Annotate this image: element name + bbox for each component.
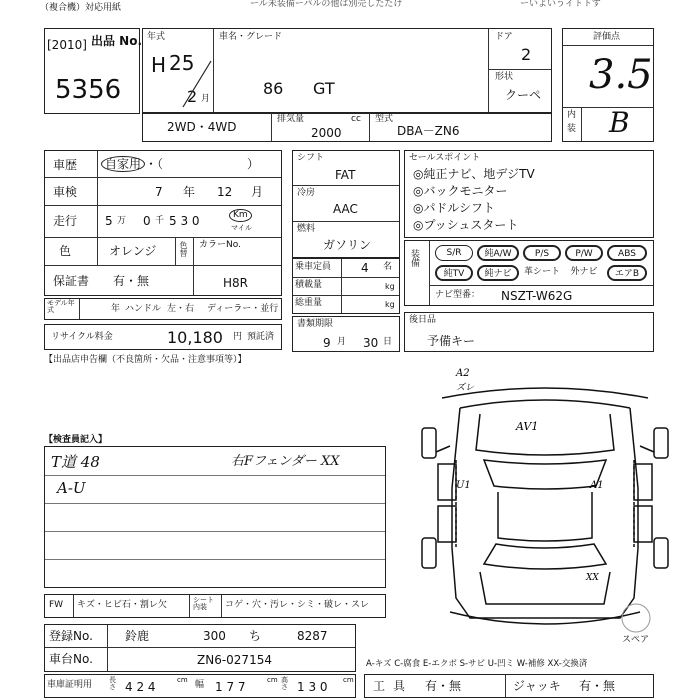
lot-number: 5356 bbox=[55, 75, 122, 105]
mark-xx: XX bbox=[586, 573, 599, 583]
car-grade: GT bbox=[313, 79, 335, 98]
jack-value: 有・無 bbox=[579, 679, 616, 693]
mark-av1: AV1 bbox=[516, 420, 539, 433]
height-unit: cm bbox=[343, 676, 354, 684]
dealer-label: ディーラー・並行 bbox=[207, 304, 279, 314]
color-no: H8R bbox=[223, 276, 248, 290]
recycle-unit: 円 bbox=[233, 332, 243, 342]
year-label: 年式 bbox=[147, 32, 166, 42]
inspector-label: 【検査員記入】 bbox=[44, 435, 108, 445]
docs-label: 書類期限 bbox=[297, 319, 334, 329]
model-year-row bbox=[44, 298, 282, 320]
sales-point-item: ◎バックモニター bbox=[413, 184, 508, 198]
drive-row bbox=[142, 112, 552, 142]
recycle-label: リサイクル料金 bbox=[51, 332, 113, 342]
width-label: 幅 bbox=[195, 680, 205, 690]
warranty-value: 有・無 bbox=[113, 274, 150, 288]
month-unit: 月 bbox=[201, 94, 211, 104]
score-value: 3.5 bbox=[589, 52, 653, 98]
spec-table bbox=[44, 150, 282, 296]
mileage-man-unit: 万 bbox=[117, 216, 127, 226]
capacity-unit: 名 bbox=[383, 262, 393, 272]
equip-ext-navi: 外ナビ bbox=[570, 267, 598, 277]
mileage-sen: 0 bbox=[143, 214, 151, 228]
recycle-value: 10,180 bbox=[167, 328, 223, 347]
interior-label-2: 装 bbox=[567, 124, 577, 134]
year-era: H bbox=[151, 53, 167, 77]
navi-model: NSZT-W62G bbox=[501, 289, 573, 303]
tools-label: 工具 bbox=[373, 679, 414, 693]
recycle-note: 預託済 bbox=[247, 332, 275, 342]
shape-value: クーペ bbox=[505, 88, 542, 102]
inspection-year-unit: 年 bbox=[183, 185, 196, 199]
car-name: 86 bbox=[263, 79, 284, 98]
sales-point-item: ◎純正ナビ、地デジTV bbox=[413, 167, 535, 181]
height-value: 1 3 0 bbox=[297, 680, 328, 694]
score-label: 評価点 bbox=[593, 32, 621, 42]
mileage-man: 5 bbox=[105, 214, 113, 228]
sales-points-label: セールスポイント bbox=[409, 153, 481, 163]
inspection-year: 7 bbox=[155, 185, 163, 199]
reg-place: 鈴鹿 bbox=[125, 629, 150, 643]
doors-value: 2 bbox=[521, 45, 532, 64]
history-label: 車歴 bbox=[53, 158, 78, 172]
chassis-label: 車台No. bbox=[49, 652, 93, 666]
vehicle-box bbox=[142, 28, 552, 114]
model-label: 型式 bbox=[375, 114, 394, 124]
docs-box bbox=[292, 316, 400, 352]
equip-airbag: エアB bbox=[607, 265, 647, 281]
equipment-label: 装備 bbox=[411, 250, 421, 269]
stamp-year: [2010] bbox=[47, 38, 87, 52]
equip-aw: 純A/W bbox=[477, 245, 519, 261]
seat-values: コゲ・穴・汚レ・シミ・破レ・スレ bbox=[225, 600, 370, 610]
history-value: 自家用 bbox=[101, 156, 145, 172]
reg-number: 8287 bbox=[297, 629, 328, 643]
equip-ps: P/S bbox=[523, 245, 561, 261]
capacity-box bbox=[292, 258, 400, 314]
displacement-label: 排気量 bbox=[277, 114, 305, 124]
equip-tv: 純TV bbox=[435, 265, 473, 281]
mileage-label: 走行 bbox=[53, 214, 78, 228]
docs-month: 9 bbox=[323, 336, 331, 350]
inspector-note: 右Fフェンダー XX bbox=[231, 454, 340, 469]
shift-label: シフト bbox=[297, 153, 325, 163]
shift-value: FAT bbox=[335, 168, 356, 182]
docs-day-unit: 日 bbox=[383, 337, 393, 347]
header-text-right: ーいよいうイトトす bbox=[520, 0, 601, 9]
displacement-unit: cc bbox=[351, 114, 361, 124]
fw-label: FW bbox=[49, 600, 64, 610]
width-value: 1 7 7 bbox=[215, 680, 246, 694]
equip-navi: 純ナビ bbox=[477, 265, 519, 281]
fw-values: キズ・ヒビ石・割レ欠 bbox=[77, 600, 167, 610]
model-year-unit: 年 bbox=[111, 304, 121, 314]
tools-value: 有・無 bbox=[425, 679, 462, 693]
tools-row bbox=[364, 674, 654, 698]
lot-box bbox=[44, 28, 143, 114]
capacity-value: 4 bbox=[361, 261, 369, 275]
inspection-month: 12 bbox=[217, 185, 233, 199]
interior-score: B bbox=[609, 106, 630, 139]
handle-value: 左・右 bbox=[167, 304, 195, 314]
equip-leather: 革シート bbox=[523, 267, 560, 277]
equip-abs: ABS bbox=[607, 245, 647, 261]
year-value: 25 bbox=[169, 51, 195, 75]
mark-zure: ズレ bbox=[456, 383, 475, 393]
color-change-label: 色替 bbox=[179, 241, 188, 257]
name-label: 車名・グレード bbox=[219, 32, 283, 42]
seat-label: シート内装 bbox=[193, 596, 214, 611]
inspector-note: T道 48 bbox=[51, 453, 100, 471]
inspector-box bbox=[44, 446, 386, 588]
gross-label: 総重量 bbox=[295, 298, 323, 308]
extras-label: 後日品 bbox=[409, 315, 437, 325]
reg-label: 登録No. bbox=[49, 629, 93, 643]
chassis-value: ZN6-027154 bbox=[197, 653, 272, 667]
width-unit: cm bbox=[267, 676, 278, 684]
mileage-rest: 5 3 0 bbox=[169, 214, 200, 228]
mark-u1: U1 bbox=[456, 480, 471, 491]
handle-label: ハンドル bbox=[125, 304, 162, 314]
inspection-label: 車検 bbox=[53, 185, 78, 199]
door-label: ドア bbox=[495, 32, 513, 42]
mark-a1: A1 bbox=[590, 480, 604, 491]
displacement-value: 2000 bbox=[311, 126, 342, 140]
inspector-note: A-U bbox=[57, 479, 86, 497]
color-value: オレンジ bbox=[109, 244, 157, 258]
history-suffix: ・（ ） bbox=[145, 157, 260, 171]
reg-class: 300 bbox=[203, 629, 226, 643]
navi-model-label: ナビ型番： bbox=[435, 290, 481, 300]
damage-legend: A-キズ C-腐食 E-エクボ S-サビ U-凹ミ W-補修 XX-交換済 bbox=[366, 659, 588, 669]
length-unit: cm bbox=[177, 676, 188, 684]
length-label: 長さ bbox=[109, 676, 116, 691]
mileage-sen-unit: 千 bbox=[155, 216, 165, 226]
interior-label-1: 内 bbox=[567, 110, 577, 120]
header-text-mid: ール未装備ーパルの他は別売したたけ bbox=[250, 0, 403, 9]
length-value: 4 2 4 bbox=[125, 680, 156, 694]
interior-check-row bbox=[44, 594, 386, 618]
gross-unit: kg bbox=[385, 300, 395, 309]
capacity-label: 乗車定員 bbox=[295, 262, 332, 272]
load-unit: kg bbox=[385, 282, 395, 291]
sales-point-item: ◎パドルシフト bbox=[413, 201, 495, 215]
header-text-left: （複合機）対応用紙 bbox=[40, 3, 122, 13]
sales-point-item: ◎プッシュスタート bbox=[413, 218, 519, 232]
shape-label: 形状 bbox=[495, 72, 514, 82]
mark-a2: A2 bbox=[456, 368, 470, 379]
warranty-label: 保証書 bbox=[53, 274, 90, 288]
drivetrain-box bbox=[292, 150, 400, 258]
year-slash bbox=[173, 59, 213, 109]
month-value: 2 bbox=[187, 87, 198, 106]
jack-label: ジャッキ bbox=[513, 679, 561, 693]
spare-tire-icon bbox=[622, 604, 650, 632]
registration-box bbox=[44, 624, 356, 672]
lot-label: 出品 No. bbox=[91, 34, 143, 48]
cert-label: 車庫証明用 bbox=[47, 680, 93, 690]
recycle-row bbox=[44, 324, 282, 350]
docs-month-unit: 月 bbox=[337, 337, 347, 347]
spare-label: スペア bbox=[622, 635, 650, 645]
sales-points-box bbox=[404, 150, 654, 238]
equipment-box bbox=[404, 240, 654, 306]
equip-sr: S/R bbox=[435, 245, 473, 261]
mileage-unit: Km bbox=[229, 209, 252, 222]
color-label: 色 bbox=[59, 244, 72, 258]
remarks-label: 【出品店申告欄（不良箇所・欠品・注意事項等）】 bbox=[44, 355, 247, 365]
load-label: 積載量 bbox=[295, 280, 323, 290]
ac-value: AAC bbox=[333, 202, 358, 216]
reg-kana: ち bbox=[249, 629, 262, 643]
score-box bbox=[562, 28, 654, 142]
inspection-month-unit: 月 bbox=[251, 185, 264, 199]
docs-day: 30 bbox=[363, 336, 379, 350]
equip-pw: P/W bbox=[565, 245, 603, 261]
fuel-label: 燃料 bbox=[297, 224, 316, 234]
fuel-value: ガソリン bbox=[323, 238, 372, 252]
mileage-unit2: マイル bbox=[231, 224, 252, 232]
model-year-label: モデル年式 bbox=[47, 299, 75, 314]
extras-value: 予備キー bbox=[427, 334, 476, 348]
color-no-label: カラーNo. bbox=[199, 240, 241, 250]
extras-box bbox=[404, 312, 654, 352]
height-label: 高さ bbox=[281, 676, 288, 691]
car-diagram bbox=[400, 368, 690, 648]
ac-label: 冷房 bbox=[297, 188, 316, 198]
drive-value: 2WD・4WD bbox=[167, 120, 237, 134]
model-value: DBA－ZN6 bbox=[397, 124, 460, 138]
garage-cert-row bbox=[44, 674, 356, 698]
